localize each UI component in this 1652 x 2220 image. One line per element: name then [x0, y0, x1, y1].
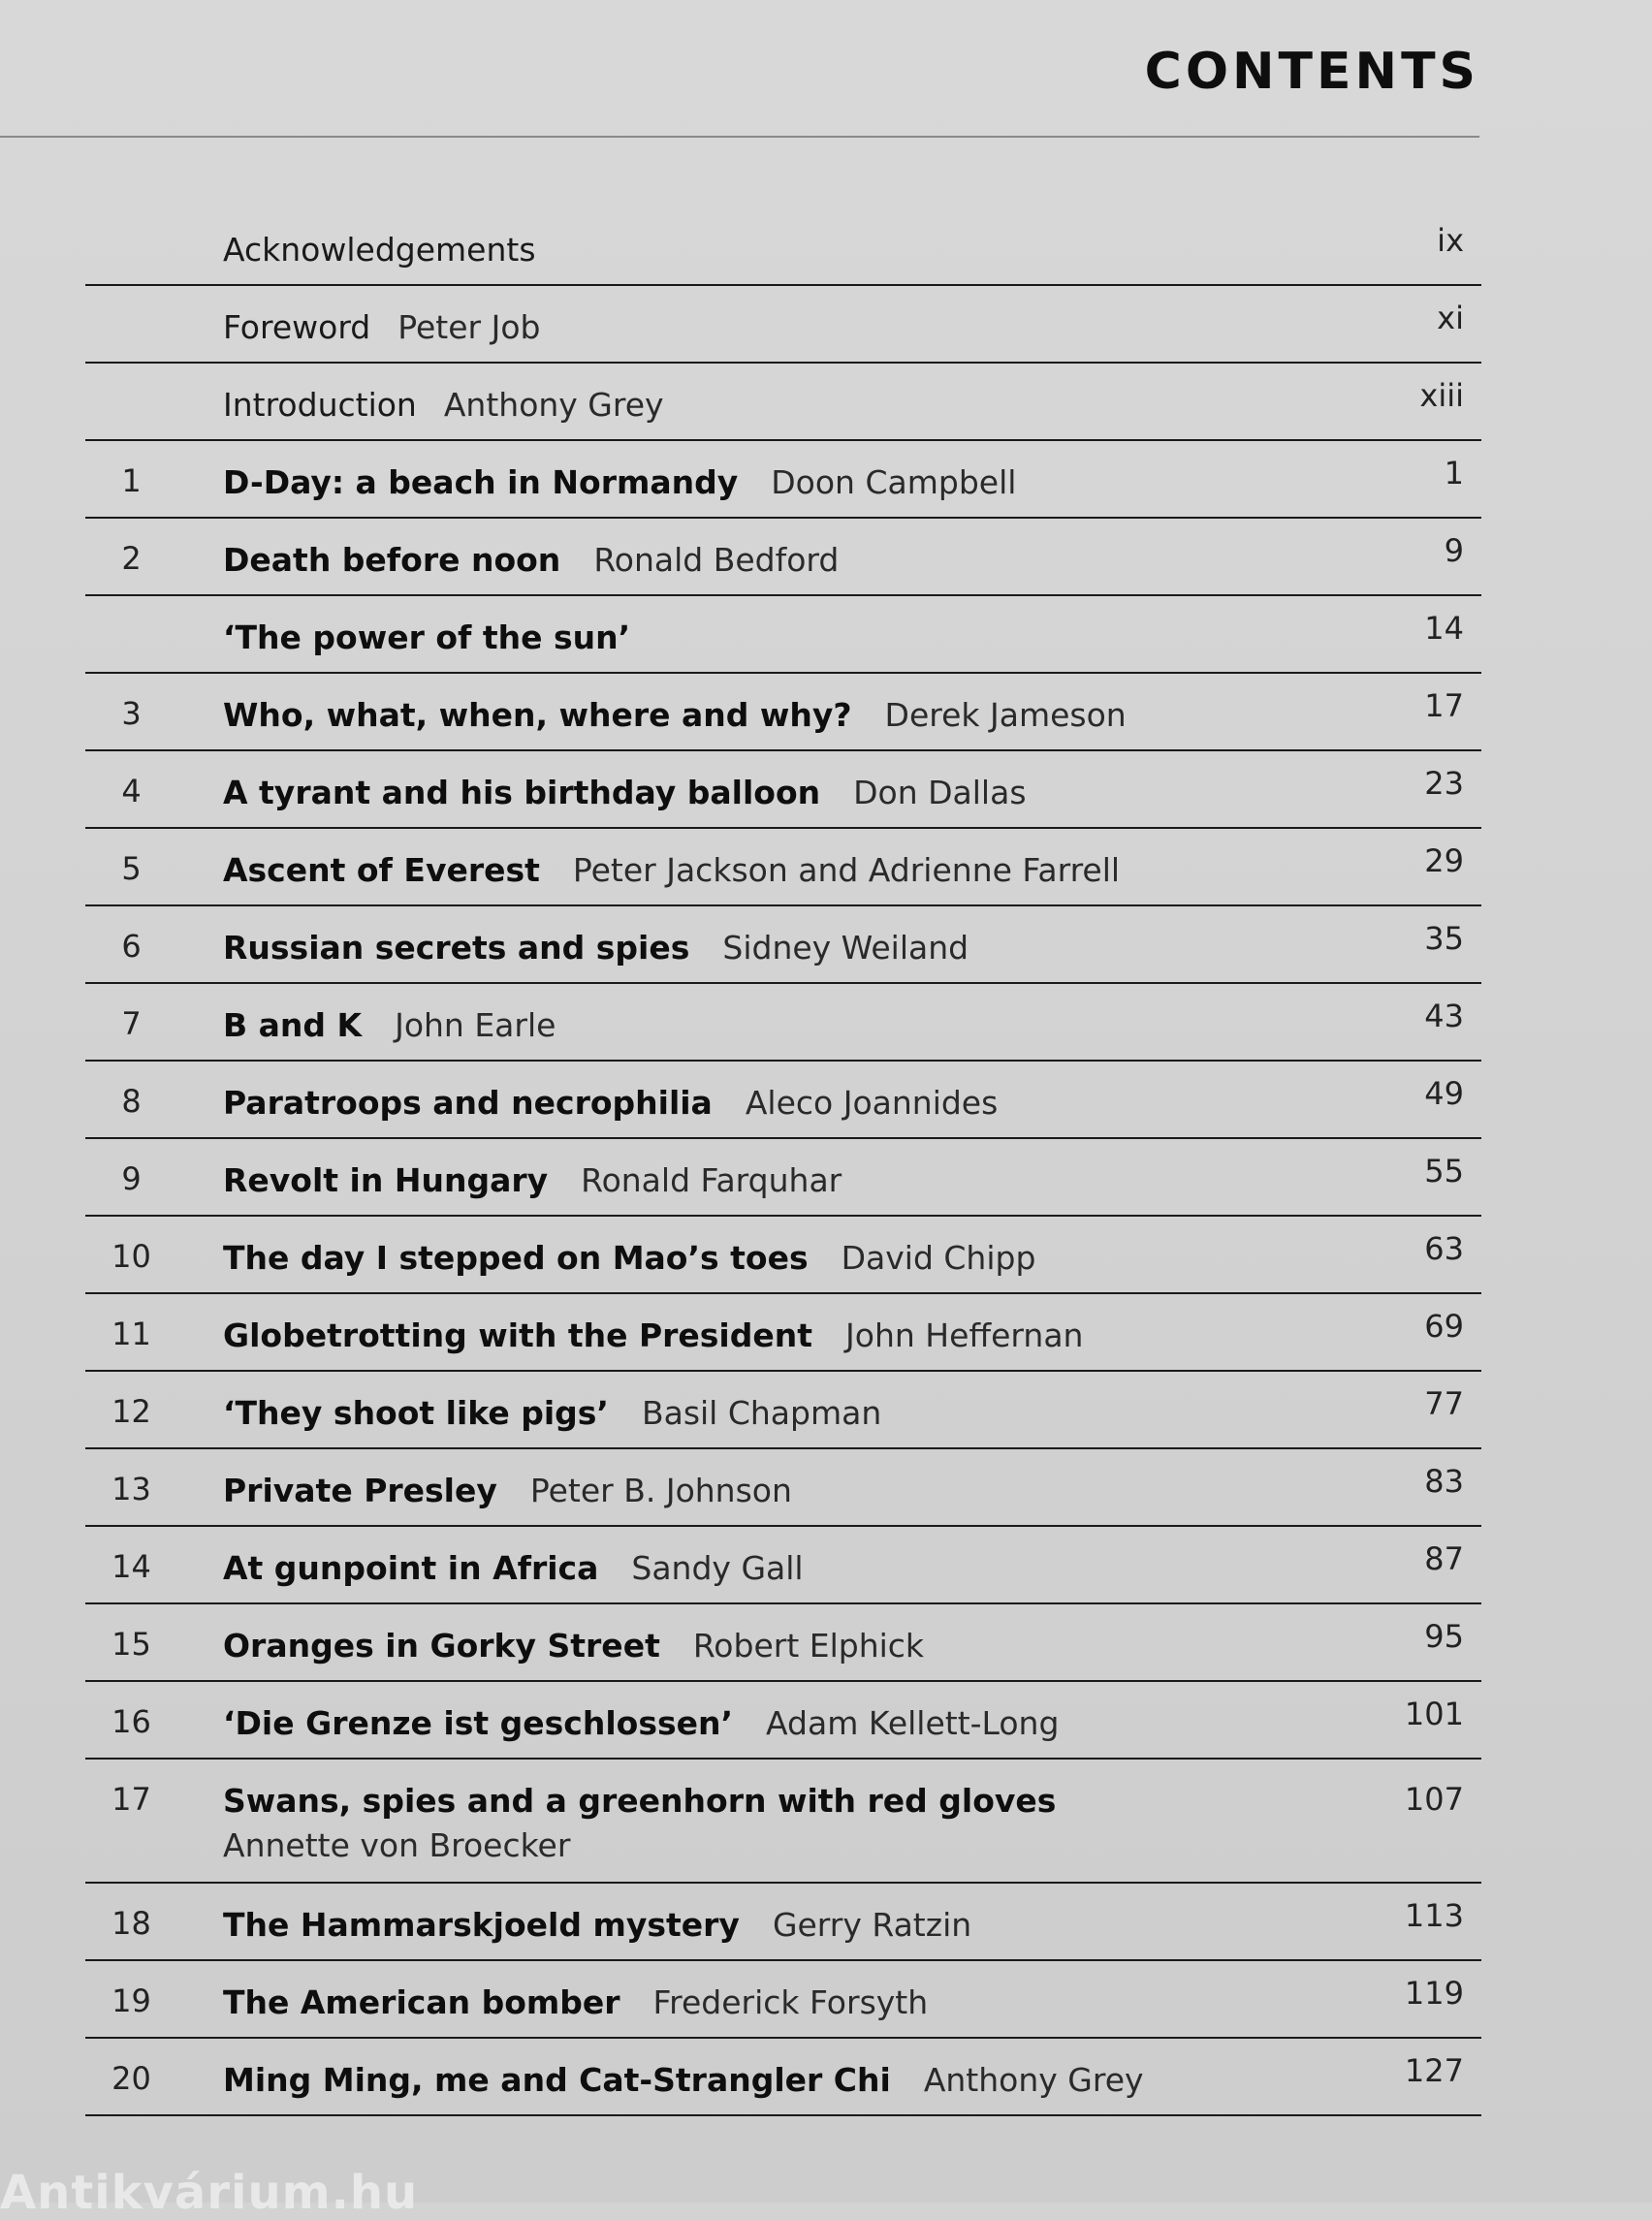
page-number: 43 — [1424, 998, 1464, 1034]
entry-text — [223, 1546, 1346, 1591]
page-number: 55 — [1424, 1153, 1464, 1189]
page-number: 107 — [1404, 1781, 1464, 1818]
entry-text — [223, 1624, 1346, 1668]
chapter-author: Peter Jackson and Adrienne Farrell — [572, 851, 1121, 889]
chapter-author: Aleco Joannides — [745, 1084, 999, 1122]
toc-entry — [85, 2039, 1481, 2116]
chapter-title: Oranges in Gorky Street — [223, 1627, 660, 1665]
toc-entry — [85, 1217, 1481, 1294]
chapter-number: 2 — [121, 540, 142, 577]
toc-entry — [85, 906, 1481, 984]
page-number: 9 — [1444, 532, 1464, 569]
page-title: CONTENTS — [1144, 43, 1479, 101]
entry-text — [223, 1701, 1346, 1746]
chapter-title: ‘Die Grenze ist geschlossen’ — [223, 1704, 734, 1742]
chapter-title: Foreword — [223, 308, 371, 346]
toc-entry — [85, 519, 1481, 596]
chapter-title: At gunpoint in Africa — [223, 1549, 599, 1587]
chapter-title: ‘They shoot like pigs’ — [223, 1394, 609, 1432]
page-number: 29 — [1424, 842, 1464, 879]
page-number: 83 — [1424, 1463, 1464, 1500]
page-number: 127 — [1404, 2052, 1464, 2089]
chapter-number: 3 — [121, 695, 142, 732]
toc-entry — [85, 1527, 1481, 1604]
chapter-number: 20 — [111, 2060, 151, 2097]
chapter-title: Revolt in Hungary — [223, 1161, 549, 1199]
chapter-author: Adam Kellett-Long — [766, 1704, 1060, 1742]
entry-text — [223, 1003, 1346, 1048]
entry-text — [223, 616, 1346, 660]
chapter-author: Gerry Ratzin — [772, 1906, 972, 1944]
chapter-number: 16 — [111, 1703, 151, 1740]
entry-text — [223, 383, 1346, 428]
entry-text — [223, 1158, 1346, 1203]
chapter-number: 11 — [111, 1316, 151, 1352]
header-rule — [0, 136, 1479, 138]
page-number: 119 — [1404, 1975, 1464, 2012]
chapter-author: Frederick Forsyth — [652, 1983, 929, 2021]
toc-entry — [85, 286, 1481, 364]
chapter-author: Annette von Broecker — [223, 1826, 571, 1864]
chapter-title: Ming Ming, me and Cat-Strangler Chi — [223, 2061, 891, 2099]
chapter-author: Don Dallas — [853, 774, 1027, 811]
entry-text — [223, 538, 1346, 583]
chapter-title: Ascent of Everest — [223, 851, 540, 889]
entry-text — [223, 926, 1346, 970]
chapter-title: The Hammarskjoeld mystery — [223, 1906, 740, 1944]
page-number: 1 — [1444, 455, 1464, 492]
page-number: 113 — [1404, 1897, 1464, 1934]
entry-text — [223, 771, 1346, 815]
page-number: ix — [1437, 222, 1464, 259]
chapter-author: Derek Jameson — [884, 696, 1127, 734]
chapter-number: 7 — [121, 1005, 142, 1042]
chapter-author: Robert Elphick — [692, 1627, 925, 1665]
page-number: 23 — [1424, 765, 1464, 802]
entry-text — [223, 228, 1346, 272]
entry-text — [223, 305, 1346, 350]
toc-entry — [85, 1604, 1481, 1682]
toc-entry — [85, 751, 1481, 829]
chapter-title: Introduction — [223, 386, 417, 424]
chapter-author: Doon Campbell — [771, 463, 1017, 501]
page-number: 14 — [1424, 610, 1464, 647]
chapter-title: Paratroops and necrophilia — [223, 1084, 713, 1122]
chapter-author: Anthony Grey — [923, 2061, 1144, 2099]
page-number: 95 — [1424, 1618, 1464, 1655]
toc-entry — [85, 1372, 1481, 1449]
page-number: 17 — [1424, 687, 1464, 724]
chapter-number: 15 — [111, 1626, 151, 1663]
page-number: 101 — [1404, 1696, 1464, 1732]
chapter-title: The American bomber — [223, 1983, 620, 2021]
page-number: 69 — [1424, 1308, 1464, 1345]
page-number: 63 — [1424, 1230, 1464, 1267]
entry-text — [223, 1903, 1346, 1948]
toc-entry — [85, 208, 1481, 286]
toc-entry — [85, 1294, 1481, 1372]
chapter-number: 8 — [121, 1083, 142, 1120]
chapter-number: 10 — [111, 1238, 151, 1275]
entry-text — [223, 1314, 1346, 1358]
toc-entry — [85, 441, 1481, 519]
toc-entry — [85, 1961, 1481, 2039]
page-number: xi — [1437, 300, 1464, 336]
chapter-number: 18 — [111, 1905, 151, 1942]
chapter-title: Death before noon — [223, 541, 561, 579]
entry-text — [223, 1779, 1346, 1868]
chapter-author: Sidney Weiland — [722, 929, 969, 967]
toc-entry — [85, 984, 1481, 1062]
chapter-title: Swans, spies and a greenhorn with red gloves — [223, 1782, 1057, 1820]
chapter-author: Basil Chapman — [641, 1394, 882, 1432]
chapter-author: Sandy Gall — [631, 1549, 804, 1587]
toc-entry — [85, 1760, 1481, 1884]
toc-entry — [85, 1682, 1481, 1760]
chapter-number: 14 — [111, 1548, 151, 1585]
chapter-number: 1 — [121, 462, 142, 499]
chapter-author: John Earle — [395, 1006, 556, 1044]
toc-entry — [85, 829, 1481, 906]
chapter-title: B and K — [223, 1006, 363, 1044]
chapter-title: Russian secrets and spies — [223, 929, 690, 967]
chapter-author: Ronald Bedford — [593, 541, 840, 579]
toc-entry — [85, 1139, 1481, 1217]
chapter-author: Peter Job — [397, 308, 541, 346]
chapter-author: Ronald Farquhar — [581, 1161, 842, 1199]
chapter-title: Globetrotting with the President — [223, 1316, 813, 1354]
watermark: Antikvárium.hu — [0, 2166, 419, 2220]
entry-text — [223, 1981, 1346, 2025]
chapter-title: Acknowledgements — [223, 231, 536, 269]
chapter-number: 19 — [111, 1982, 151, 2019]
chapter-number: 17 — [111, 1781, 151, 1818]
chapter-title: D-Day: a beach in Normandy — [223, 463, 739, 501]
entry-text — [223, 1391, 1346, 1436]
entry-text — [223, 848, 1346, 893]
chapter-number: 13 — [111, 1471, 151, 1507]
chapter-title: Private Presley — [223, 1472, 497, 1509]
page-number: 77 — [1424, 1385, 1464, 1422]
page-number: 87 — [1424, 1540, 1464, 1577]
page-number: xiii — [1419, 377, 1464, 414]
toc-entry — [85, 1062, 1481, 1139]
chapter-number: 9 — [121, 1160, 142, 1197]
entry-text — [223, 460, 1346, 505]
toc-entry — [85, 1884, 1481, 1961]
entry-text — [223, 1081, 1346, 1126]
chapter-author: John Heffernan — [845, 1316, 1084, 1354]
chapter-number: 12 — [111, 1393, 151, 1430]
chapter-author: Anthony Grey — [443, 386, 664, 424]
entry-text — [223, 1469, 1346, 1513]
toc-entry — [85, 1449, 1481, 1527]
page-number: 49 — [1424, 1075, 1464, 1112]
table-of-contents — [85, 208, 1481, 2116]
chapter-title: Who, what, when, where and why? — [223, 696, 852, 734]
page-number: 35 — [1424, 920, 1464, 957]
chapter-number: 6 — [121, 928, 142, 965]
chapter-number: 4 — [121, 773, 142, 809]
chapter-number: 5 — [121, 850, 142, 887]
chapter-title: A tyrant and his birthday balloon — [223, 774, 821, 811]
entry-text — [223, 693, 1346, 738]
toc-entry — [85, 674, 1481, 751]
chapter-title: ‘The power of the sun’ — [223, 618, 631, 656]
toc-entry — [85, 364, 1481, 441]
chapter-title: The day I stepped on Mao’s toes — [223, 1239, 809, 1277]
entry-text — [223, 1236, 1346, 1281]
chapter-author: David Chipp — [841, 1239, 1036, 1277]
chapter-author: Peter B. Johnson — [529, 1472, 792, 1509]
toc-entry — [85, 596, 1481, 674]
entry-text — [223, 2058, 1346, 2103]
